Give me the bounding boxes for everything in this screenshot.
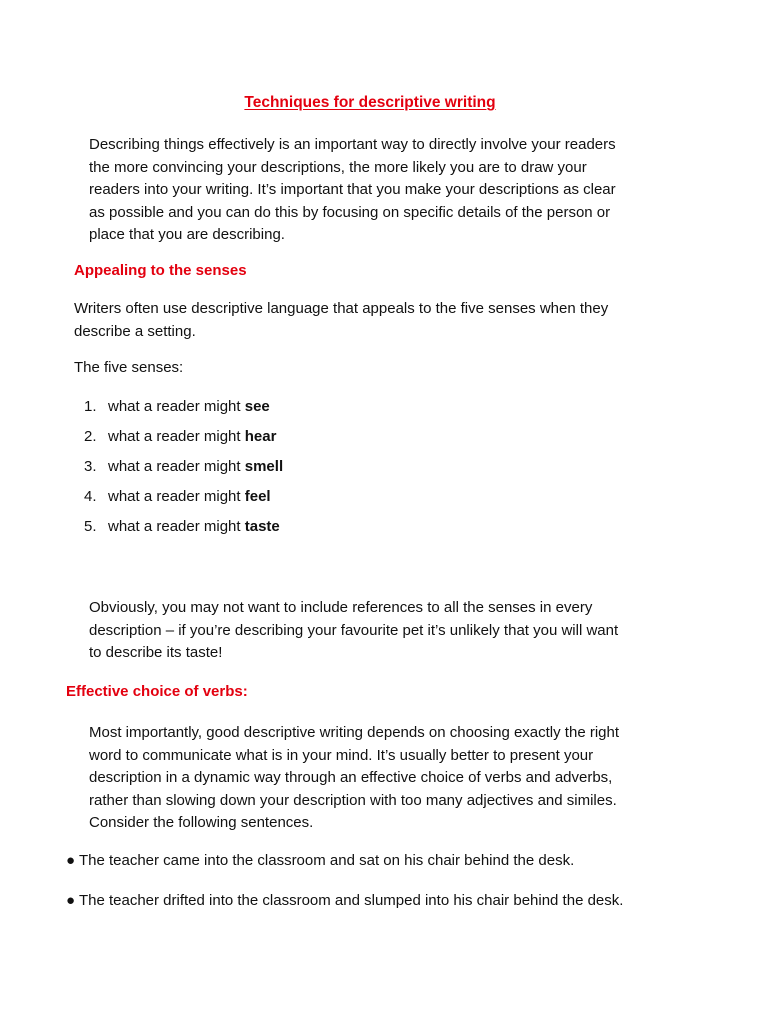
verbs-line: description in a dynamic way through an effective choice of verbs and adverbs, [89, 769, 613, 786]
intro-line: readers into your writing. It’s important that you make your descriptions as clear [89, 181, 616, 198]
list-item [84, 457, 283, 477]
senses-line: describe a setting. [74, 322, 196, 340]
intro-line: the more convincing your descriptions, the more likely you are to draw your [89, 158, 587, 176]
list-number: 4. [84, 488, 97, 505]
list-bold-word: smell [244, 458, 284, 475]
page-title: Techniques for descriptive writing [244, 94, 496, 111]
list-text: what a reader might [108, 518, 245, 535]
verbs-heading: Effective choice of verbs: [66, 683, 248, 700]
list-text: what a reader might [108, 398, 245, 415]
intro-line: as possible and you can do this by focusing on specific details of the person or [89, 203, 611, 221]
senses-heading: Appealing to the senses [74, 262, 247, 279]
obviously-line: description – if you’re describing your favourite pet it’s unlikely that you will want [89, 621, 619, 639]
list-item [84, 487, 271, 507]
intro-line: Describing things effectively is an important way to directly involve your readers [89, 136, 616, 153]
verbs-line: rather than slowing down your description with too many adjectives and similes. [89, 791, 617, 809]
intro-line: place that you are describing. [89, 226, 285, 243]
verbs-line: Most importantly, good descriptive writing depends on choosing exactly the right [89, 724, 620, 741]
obviously-line: Obviously, you may not want to include references to all the senses in every [89, 599, 593, 616]
list-number: 5. [84, 518, 97, 535]
list-item [84, 517, 280, 537]
list-number: 3. [84, 458, 97, 475]
list-item [84, 427, 276, 447]
list-item [84, 397, 270, 417]
senses-paragraph [74, 298, 734, 343]
list-text: what a reader might [108, 428, 245, 445]
list-bold-word: see [244, 398, 270, 415]
list-text: what a reader might [108, 458, 245, 475]
five-senses-label: The five senses: [74, 359, 184, 376]
list-text: what a reader might [108, 488, 245, 505]
list-number: 2. [84, 428, 97, 445]
list-bold-word: feel [244, 488, 271, 505]
list-number: 1. [84, 398, 97, 415]
senses-line: Writers often use descriptive language that appeals to the five senses when they [74, 300, 609, 317]
obviously-line: to describe its taste! [89, 644, 223, 661]
bullet-sentence: ● The teacher came into the classroom and sat on his chair behind the desk. [66, 852, 575, 869]
list-bold-word: hear [244, 428, 277, 445]
bullet-sentence: ● The teacher drifted into the classroom and slumped into his chair behind the desk. [66, 892, 624, 909]
verbs-line: word to communicate what is in your mind. It’s usually better to present your [89, 746, 594, 764]
intro-paragraph [89, 134, 749, 247]
obviously-paragraph [89, 597, 749, 665]
list-bold-word: taste [244, 518, 280, 535]
verbs-paragraph [89, 722, 749, 835]
verbs-line: Consider the following sentences. [89, 814, 314, 831]
